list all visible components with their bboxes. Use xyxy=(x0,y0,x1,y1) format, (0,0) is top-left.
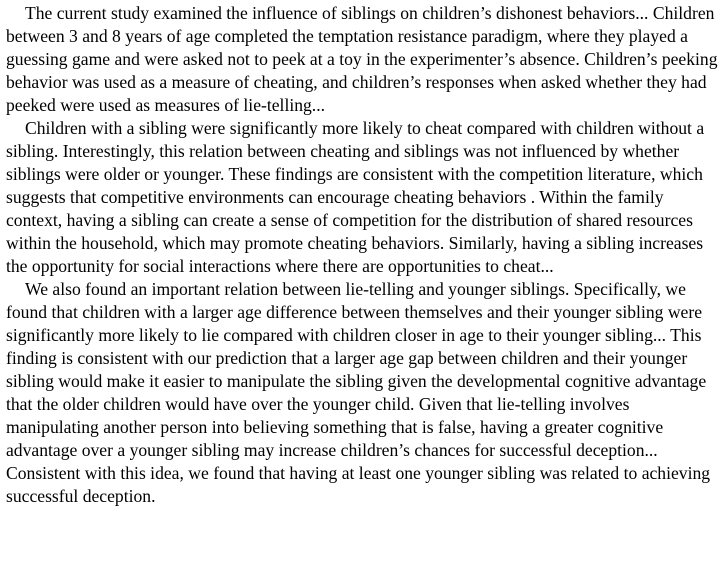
paragraph-study-overview: The current study examined the influence of siblings on children’s dishonest behaviors... Children between 3 and 8 years of age completed the temptation resistance paradigm, where they played a guessing game and were asked not to peek at a toy in the experimenter’s absence. Children’s peeking behavior was used as a measure of cheating, and children’s responses when asked whether they had peeked were used as measures of lie-telling... xyxy=(6,3,718,115)
paragraph-lie-telling-findings: We also found an important relation between lie-telling and younger siblings. Specifically, we found that children with a larger age difference between themselves and their younger sibling were significantly more likely to lie compared with children closer in age to their younger sibling... This finding is consistent with our prediction that a larger age gap between children and their younger sibling would make it easier to manipulate the sibling given the developmental cognitive advantage that the older children would have over the younger child. Given that lie-telling involves manipulating another person into believing something that is false, having a greater cognitive advantage over a younger sibling may increase children’s chances for successful deception... Consistent with this idea, we found that having at least one younger sibling was related to achieving successful deception. xyxy=(6,279,711,506)
paragraph-cheating-findings: Children with a sibling were significantly more likely to cheat compared with children without a sibling. Interestingly, this relation between cheating and siblings was not influenced by whether siblings were older or younger. These findings are consistent with the competition literature, which suggests that competitive environments can encourage cheating behaviors . Within the family context, having a sibling can create a sense of competition for the distribution of shared resources within the household, which may promote cheating behaviors. Similarly, having a sibling increases the opportunity for social interactions where there are opportunities to cheat... xyxy=(6,118,705,276)
